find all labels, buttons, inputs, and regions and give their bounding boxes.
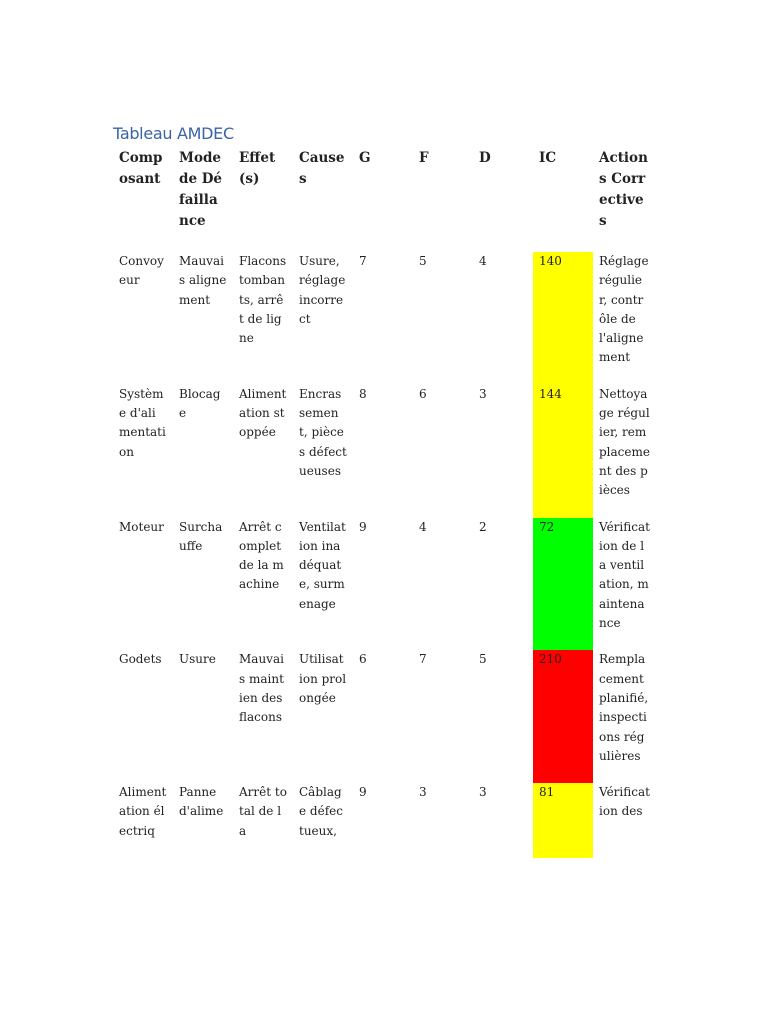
cell-g: 7: [359, 254, 367, 268]
cell-mode: Mauvais alignement: [179, 254, 227, 307]
cell-f: 5: [419, 254, 427, 268]
cell-g: 8: [359, 386, 367, 401]
header-d: D: [479, 150, 491, 166]
cell-composant: Godets: [119, 652, 162, 667]
cell-composant: Convoyeur: [119, 254, 164, 288]
cell-ic: 72: [533, 518, 593, 651]
cell-ic: 210: [533, 650, 593, 783]
cell-d: 5: [479, 652, 487, 667]
cell-ic: 144: [533, 385, 593, 518]
cell-mode: Blocage: [179, 386, 221, 421]
cell-f: 4: [419, 519, 427, 534]
cell-cause: Câblage défectueux,: [299, 785, 343, 838]
cell-mode: Usure: [179, 652, 216, 667]
header-ic: IC: [539, 150, 557, 166]
cell-composant: Alimentation électriq: [119, 785, 167, 838]
cell-action: Vérification des: [599, 785, 650, 819]
cell-d: 2: [479, 519, 487, 534]
header-composant: Composant: [119, 150, 163, 187]
cell-action: Réglage régulier, contrôle de l'alignement: [599, 254, 649, 365]
table-row: [113, 385, 656, 518]
cell-d: 3: [479, 785, 487, 800]
table-row: [113, 252, 656, 385]
cell-effet: Arrêt complet de la machine: [239, 519, 284, 592]
table-row: [113, 518, 656, 651]
header-effet: Effet(s): [239, 150, 276, 187]
cell-g: 6: [359, 652, 367, 667]
cell-d: 3: [479, 386, 487, 401]
amdec-table: [113, 147, 656, 858]
cell-composant: Système d'alimentation: [119, 386, 166, 459]
cell-action: Remplacement planifié, inspections régulières: [599, 652, 649, 763]
cell-action: Vérification de la ventilation, maintenance: [599, 519, 650, 631]
cell-cause: Utilisation prolongée: [299, 652, 347, 705]
header-causes: Causes: [299, 150, 345, 187]
header-g: G: [359, 150, 371, 166]
table-row: [113, 783, 656, 858]
cell-effet: Flacons tombants, arrêt de ligne: [239, 254, 287, 346]
cell-effet: Arrêt total de la: [239, 785, 287, 838]
cell-cause: Usure, réglage incorrect: [299, 254, 346, 326]
table-row: [113, 650, 656, 783]
cell-composant: Moteur: [119, 519, 164, 534]
header-f: F: [419, 150, 429, 166]
cell-g: 9: [359, 785, 367, 800]
cell-effet: Mauvais maintien des flacons: [239, 652, 284, 725]
cell-effet: Alimentation stoppée: [239, 386, 287, 440]
header-mode: Mode de Défaillance: [179, 150, 223, 229]
table-header-row: [113, 147, 656, 252]
cell-cause: Ventilation inadéquate, surmenage: [299, 519, 346, 611]
cell-ic: 140: [533, 252, 593, 385]
cell-mode: Surchauffe: [179, 519, 223, 553]
cell-ic: 81: [533, 783, 593, 858]
cell-mode: Panne d'alime: [179, 785, 224, 819]
cell-g: 9: [359, 519, 367, 534]
header-actions: Actions Correctives: [599, 150, 648, 229]
table-title: Tableau AMDEC: [113, 124, 234, 143]
cell-f: 6: [419, 386, 427, 401]
cell-f: 7: [419, 652, 427, 667]
cell-f: 3: [419, 785, 427, 800]
cell-cause: Encrassement, pièces défectueuses: [299, 386, 347, 478]
cell-action: Nettoyage régulier, remplacement des pièces: [599, 386, 650, 498]
cell-d: 4: [479, 254, 487, 268]
